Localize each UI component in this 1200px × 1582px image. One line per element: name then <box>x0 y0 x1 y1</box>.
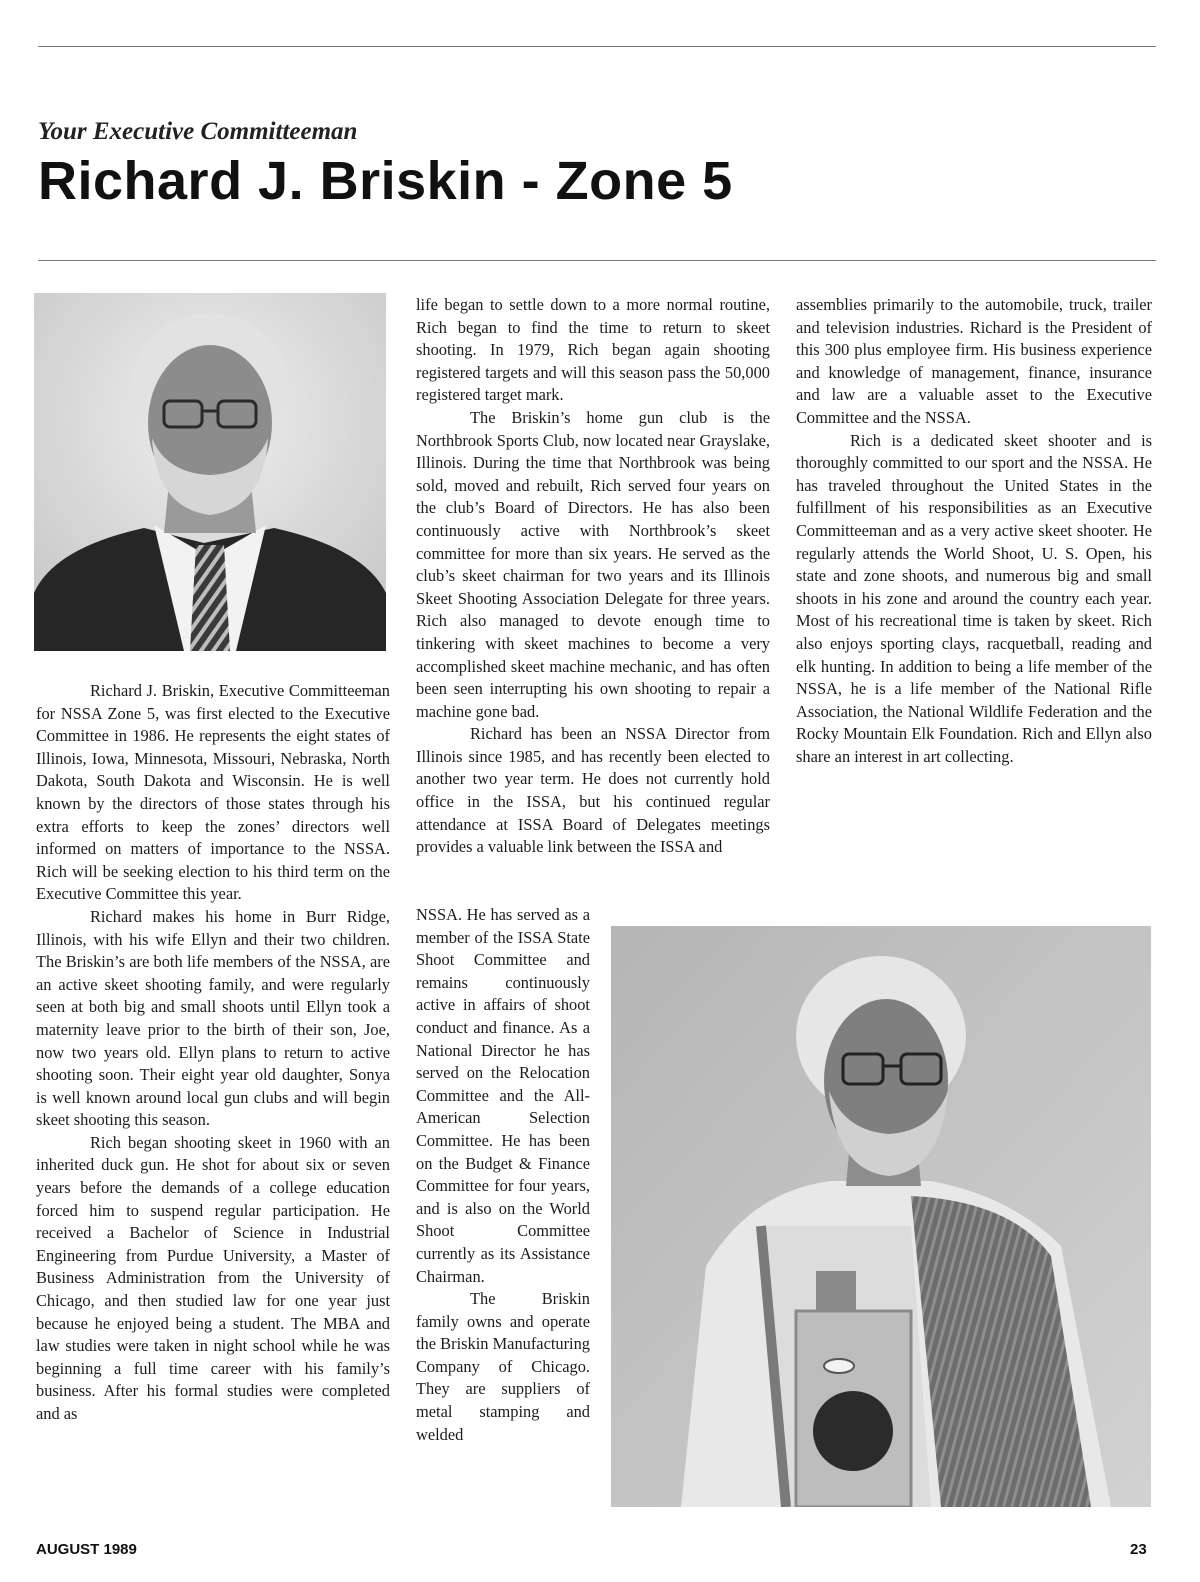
paragraph: Richard has been an NSSA Director from Illinois since 1985, and has recently been elected to another two year term. He does not currently hold office in the ISSA, but his continued regular attendance at ISSA Board of Delegates meetings provides a valuable link between the ISSA and <box>416 724 770 857</box>
page-title: Richard J. Briskin - Zone 5 <box>38 151 733 211</box>
page-number: 23 <box>1130 1541 1147 1558</box>
article-column-2 <box>416 294 770 859</box>
paragraph: NSSA. He has served as a member of the ISSA State Shoot Committee and remains continuously active in affairs of shoot conduct and finance. As a National Director he has served on the Relocation Committee and the All-American Selection Committee. He has been on the Budget & Finance Committee for four years, and is also on the World Shoot Committee currently as its Assistance Chairman. <box>416 905 590 1286</box>
paragraph: Richard J. Briskin, Executive Committeeman for NSSA Zone 5, was first elected to the Executive Committee in 1986. He represents the eight states of Illinois, Iowa, Minnesota, Missouri, Nebraska, North Dakota, South Dakota and Wisconsin. He is well known by the directors of those states through his extra efforts to keep the zones’ directors well informed on matters of importance to the NSSA. Rich will be seeking election to his third term on the Executive Committee this year. <box>36 681 390 904</box>
kicker-heading: Your Executive Committeeman <box>38 118 358 145</box>
article-column-1 <box>36 680 390 1426</box>
paragraph: The Briskin family owns and operate the Briskin Manufacturing Company of Chicago. They are suppliers of metal stamping and welded <box>416 1289 590 1444</box>
article-column-3 <box>796 294 1152 768</box>
paragraph: Richard makes his home in Burr Ridge, Illinois, with his wife Ellyn and their two children. The Briskin’s are both life members of the NSSA, are an active skeet shooting family, and were regularly seen at both big and small shoots until Ellyn took a maternity leave prior to the birth of their son, Joe, now two years old. Ellyn plans to return to active shooting soon. Their eight year old daughter, Sonya is well known around local gun clubs and will begin skeet shooting this season. <box>36 906 390 1130</box>
title-rule <box>38 260 1156 261</box>
portrait-photo <box>34 293 386 651</box>
paragraph: Rich began shooting skeet in 1960 with an inherited duck gun. He shot for about six or seven years before the demands of a college education forced him to suspend regular participation. He received a Bachelor of Science in Industrial Engineering from Purdue University, a Master of Business Administration from the University of Chicago, and then studied law for one year just because he enjoyed being a student. The MBA and law studies were taken in night school while he was beginning a full time career with his family’s business. After his formal studies were completed and as <box>36 1132 390 1423</box>
paragraph: Rich is a dedicated skeet shooter and is thoroughly committed to our sport and the NSSA. He has traveled throughout the United States in the fulfillment of his responsibilities as an Executive Committeeman and as a very active skeet shooter. He regularly attends the World Shoot, U. S. Open, his state and zone shoots, and numerous big and small shoots in his zone and around the country each year. Most of his recreational time is taken by skeet. Rich also enjoys sporting clays, racquetball, reading and elk hunting. In addition to being a life member of the NSSA, he is a life member of the National Rifle Association, the National Wildlife Federation and the Rocky Mountain Elk Foundation. Rich and Ellyn also share an interest in art collecting. <box>796 430 1152 766</box>
paragraph: The Briskin’s home gun club is the Northbrook Sports Club, now located near Grayslake, Illinois. During the time that Northbrook was being sold, moved and rebuilt, Rich served four years on the club’s Board of Directors. He has also been continuously active with Northbrook’s skeet committee for more than six years. He served as the club’s skeet chairman for two years and its Illinois Skeet Shooting Association Delegate for three years. Rich also managed to devote enough time to tinkering with skeet machines to become a very accomplished skeet machine mechanic, and has often been seen interrupting his own shooting to repair a machine gone bad. <box>416 407 770 721</box>
candid-photo <box>611 926 1151 1507</box>
article-column-2-narrow <box>416 904 590 1446</box>
paragraph: assemblies primarily to the automobile, truck, trailer and television industries. Richard is the President of this 300 plus employee firm. His business experience and knowledge of management, finance, insurance and law are a valuable asset to the Executive Committee and the NSSA. <box>796 295 1152 427</box>
top-rule <box>38 46 1156 47</box>
issue-date: AUGUST 1989 <box>36 1541 137 1558</box>
paragraph: life began to settle down to a more normal routine, Rich began to find the time to return to skeet shooting. In 1979, Rich began again shooting registered targets and will this season pass the 50,000 registered target mark. <box>416 295 770 405</box>
